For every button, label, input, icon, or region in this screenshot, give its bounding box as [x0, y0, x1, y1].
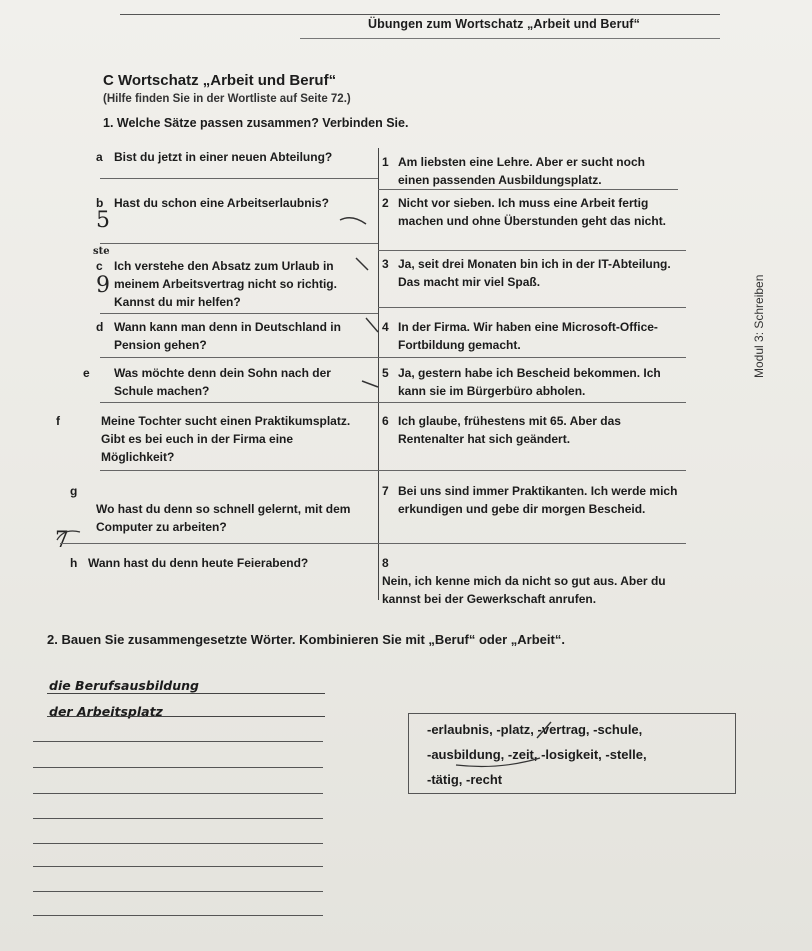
suffix-line-1: -erlaubnis, -platz, -vertrag, -schule, [427, 722, 643, 737]
section-hint: (Hilfe finden Sie in der Wortliste auf Seite 72.) [103, 93, 351, 105]
section-title: C Wortschatz „Arbeit und Beruf“ [103, 72, 337, 89]
side-module-label: Modul 3: Schreiben [752, 274, 766, 378]
right-item-3: 3 Ja, seit drei Monaten bin ich in der IT-Abteilung. Das macht mir viel Spaß. [382, 257, 671, 289]
right-item-7: 7 Bei uns sind immer Praktikanten. Ich werde mich erkundigen und gebe dir morgen Bescheid. [382, 484, 678, 516]
answer-1: die Berufsausbildung [49, 678, 199, 693]
left-item-e: e Was möchte denn dein Sohn nach der Schule machen? [83, 366, 331, 398]
answer-2: der Arbeitsplatz [49, 704, 163, 719]
suffix-line-2: -ausbildung, -zeit, -losigkeit, -stelle, [427, 747, 647, 762]
handwritten-answer-c: 9 [96, 273, 110, 298]
right-item-5: 5 Ja, gestern habe ich Bescheid bekommen. Ich kann sie im Bürgerbüro abholen. [382, 366, 661, 398]
left-item-h: h Wann hast du denn heute Feierabend? [70, 556, 309, 570]
handwritten-answer-b: 5 [96, 208, 110, 233]
left-item-a: a Bist du jetzt in einer neuen Abteilung? [96, 150, 333, 164]
right-item-2: 2 Nicht vor sieben. Ich muss eine Arbeit fertig machen und ohne Überstunden geht das nicht. [382, 196, 667, 228]
left-item-c: c Ich verstehe den Absatz zum Urlaub in meinem Arbeitsvertrag nicht so richtig. Kannst du mir helfen? [96, 259, 337, 309]
right-item-8: 8Nein, ich kenne mich da nicht so gut aus. Aber du kannst bei der Gewerkschaft anrufen. [382, 556, 666, 606]
left-item-d: d Wann kann man denn in Deutschland in Pension gehen? [96, 320, 341, 352]
suffix-line-3: -tätig, -recht [427, 772, 503, 787]
right-item-4: 4 In der Firma. Wir haben eine Microsoft-Office-Fortbildung gemacht. [382, 320, 658, 352]
left-item-f: f Meine Tochter sucht einen Praktikumsplatz. Gibt es bei euch in der Firma eine Möglichkeit? [56, 414, 351, 464]
right-item-6: 6 Ich glaube, frühestens mit 65. Aber das Rentenalter hat sich geändert. [382, 414, 621, 446]
header-title: Übungen zum Wortschatz „Arbeit und Beruf“ [368, 17, 640, 31]
left-item-b: b Hast du schon eine Arbeitserlaubnis? [96, 196, 329, 210]
right-item-1: 1 Am liebsten eine Lehre. Aber er sucht noch einen passenden Ausbildungsplatz. [382, 155, 645, 187]
task1-instruction: 1. Welche Sätze passen zusammen? Verbinden Sie. [103, 116, 409, 130]
handwritten-answer-h: 7 [55, 528, 69, 553]
left-item-g: gWo hast du denn so schnell gelernt, mit dem Computer zu arbeiten? [70, 484, 351, 534]
handwritten-note: ste [93, 246, 110, 257]
task2-instruction: 2. Bauen Sie zusammengesetzte Wörter. Kombinieren Sie mit „Beruf“ oder „Arbeit“. [47, 632, 565, 647]
